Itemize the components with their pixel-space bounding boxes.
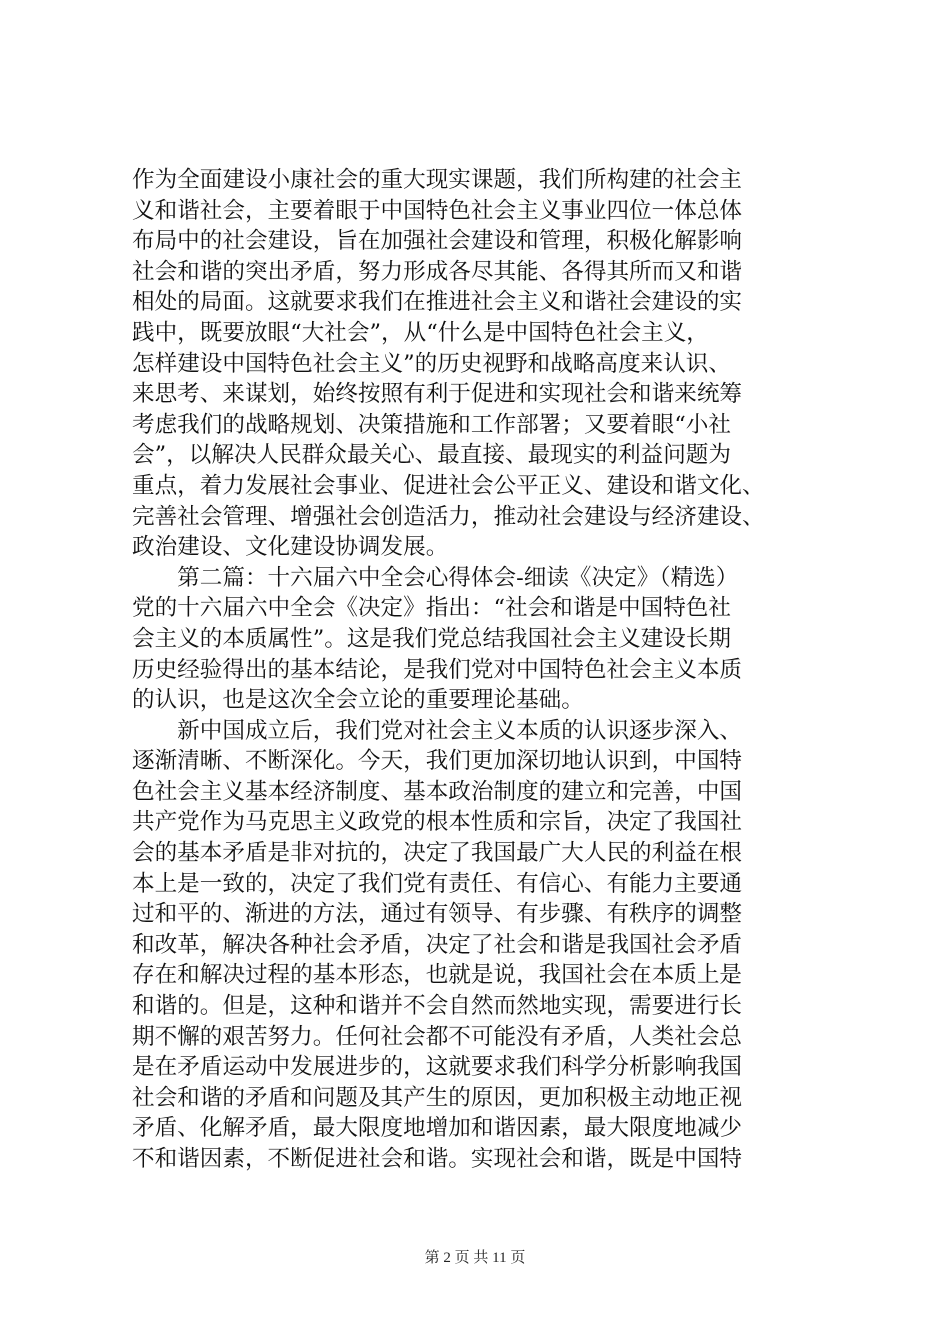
text-line: 色社会主义基本经济制度、基本政治制度的建立和完善，中国 xyxy=(132,778,743,805)
text-line: 作为全面建设小康社会的重大现实课题，我们所构建的社会主 xyxy=(132,167,743,193)
text-line: 怎样建设中国特色社会主义”的历史视野和战略高度来认识、 xyxy=(132,350,731,377)
text-line: 政治建设、文化建设协调发展。 xyxy=(132,534,449,561)
text-line: 相处的局面。这就要求我们在推进社会主义和谐社会建设的实 xyxy=(132,289,743,316)
text-line: 会主义的本质属性”。这是我们党总结我国社会主义建设长期 xyxy=(132,625,731,652)
text-line: 完善社会管理、增强社会创造活力，推动社会建设与经济建设、 xyxy=(132,503,765,530)
text-line: 期不懈的艰苦努力。任何社会都不可能没有矛盾，人类社会总 xyxy=(132,1023,743,1050)
text-line: 党的十六届六中全会《决定》指出：“社会和谐是中国特色社 xyxy=(132,595,731,622)
body-text xyxy=(132,165,832,1175)
page-indicator: 第 2 页 共 11 页 xyxy=(424,1250,526,1266)
text-line: 不和谐因素，不断促进社会和谐。实现社会和谐，既是中国特 xyxy=(132,1146,743,1172)
text-line: 的认识，也是这次全会立论的重要理论基础。 xyxy=(132,687,584,714)
text-line: 重点，着力发展社会事业、促进社会公平正义、建设和谐文化、 xyxy=(132,472,765,499)
text-line: 是在矛盾运动中发展进步的，这就要求我们科学分析影响我国 xyxy=(132,1054,743,1081)
text-line: 和谐的。但是，这种和谐并不会自然而然地实现，需要进行长 xyxy=(132,993,743,1020)
text-line: 践中，既要放眼“大社会”，从“什么是中国特色社会主义， xyxy=(132,319,709,346)
text-line: 考虑我们的战略规划、决策措施和工作部署；又要着眼“小社 xyxy=(132,411,731,438)
text-line: 来思考、来谋划，始终按照有利于促进和实现社会和谐来统筹 xyxy=(132,381,743,408)
text-line: 社会和谐的矛盾和问题及其产生的原因，更加积极主动地正视 xyxy=(132,1084,743,1111)
text-line: 新中国成立后，我们党对社会主义本质的认识逐步深入、 xyxy=(132,717,743,744)
text-line: 社会和谐的突出矛盾，努力形成各尽其能、各得其所而又和谐 xyxy=(132,258,743,285)
text-line: 本上是一致的，决定了我们党有责任、有信心、有能力主要通 xyxy=(132,870,743,897)
text-line: 会的基本矛盾是非对抗的，决定了我国最广大人民的利益在根 xyxy=(132,840,743,867)
text-line: 共产党作为马克思主义政党的根本性质和宗旨，决定了我国社 xyxy=(132,809,743,836)
text-line: 和改革，解决各种社会矛盾，决定了社会和谐是我国社会矛盾 xyxy=(132,931,743,958)
text-line: 历史经验得出的基本结论，是我们党对中国特色社会主义本质 xyxy=(132,656,743,683)
text-line: 逐渐清晰、不断深化。今天，我们更加深切地认识到，中国特 xyxy=(132,748,743,775)
text-line: 存在和解决过程的基本形态，也就是说，我国社会在本质上是 xyxy=(132,962,743,989)
text-line: 布局中的社会建设，旨在加强社会建设和管理，积极化解影响 xyxy=(132,228,743,255)
text-line: 过和平的、渐进的方法，通过有领导、有步骤、有秩序的调整 xyxy=(132,901,743,928)
text-line: 矛盾、化解矛盾，最大限度地增加和谐因素，最大限度地减少 xyxy=(132,1115,743,1142)
text-line: 会”，以解决人民群众最关心、最直接、最现实的利益问题为 xyxy=(132,442,731,469)
text-line: 义和谐社会，主要着眼于中国特色社会主义事业四位一体总体 xyxy=(132,197,743,224)
section-heading: 第二篇：十六届六中全会心得体会-细读《决定》（精选） xyxy=(132,564,739,591)
